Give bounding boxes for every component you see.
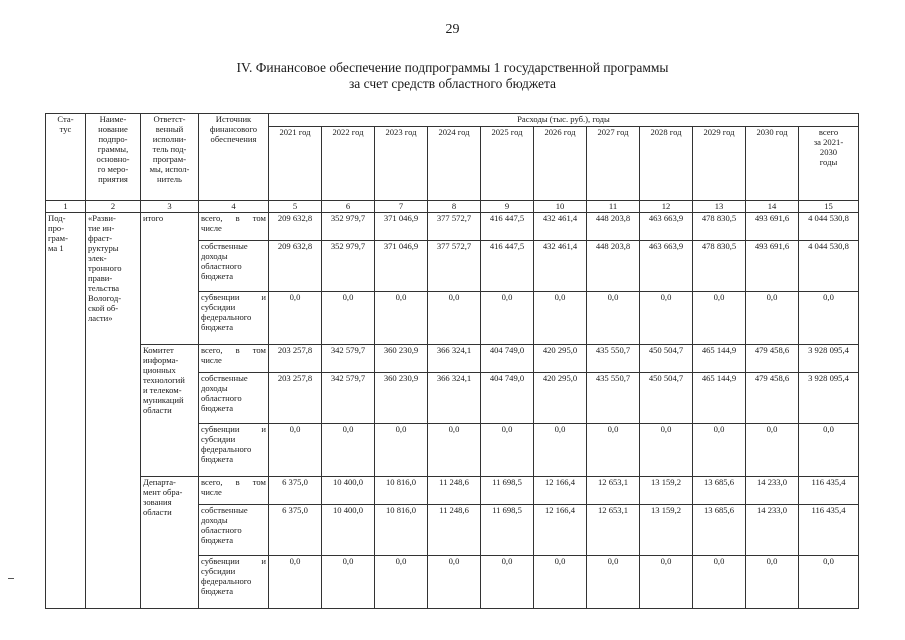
value-cell: 10 400,0: [322, 477, 375, 505]
header-year: 2021 год: [269, 127, 322, 201]
value-cell: 0,0: [746, 424, 799, 477]
column-number: 8: [428, 201, 481, 213]
value-cell: 493 691,6: [746, 213, 799, 241]
column-number: 13: [693, 201, 746, 213]
value-cell: 11 698,5: [481, 505, 534, 556]
column-number: 2: [86, 201, 141, 213]
column-number: 4: [199, 201, 269, 213]
value-cell: 4 044 530,8: [799, 241, 859, 292]
value-cell: 3 928 095,4: [799, 345, 859, 373]
value-cell: 0,0: [587, 292, 640, 345]
value-cell: 404 749,0: [481, 345, 534, 373]
value-cell: 3 928 095,4: [799, 373, 859, 424]
value-cell: 366 324,1: [428, 373, 481, 424]
source-cell: субвенции и субсидии федерального бюджета: [199, 424, 269, 477]
column-number: 10: [534, 201, 587, 213]
value-cell: 0,0: [322, 556, 375, 609]
value-cell: 432 461,4: [534, 213, 587, 241]
value-cell: 0,0: [322, 292, 375, 345]
header-responsible: [141, 114, 199, 201]
responsible-cell: Департа- мент обра- зования области: [141, 477, 199, 609]
status-cell: Под- про- грам- ма 1: [46, 213, 86, 609]
value-cell: 0,0: [375, 556, 428, 609]
value-cell: 209 632,8: [269, 213, 322, 241]
value-cell: 0,0: [428, 424, 481, 477]
header-year: 2030 год: [746, 127, 799, 201]
value-cell: 0,0: [269, 556, 322, 609]
column-number: 1: [46, 201, 86, 213]
margin-mark: [8, 578, 14, 579]
source-cell: собственные доходы областного бюджета: [199, 505, 269, 556]
value-cell: 0,0: [746, 556, 799, 609]
column-number: 3: [141, 201, 199, 213]
header-year: 2026 год: [534, 127, 587, 201]
value-cell: 0,0: [481, 292, 534, 345]
value-cell: 12 653,1: [587, 477, 640, 505]
value-cell: 0,0: [481, 424, 534, 477]
header-status: [46, 114, 86, 201]
value-cell: 14 233,0: [746, 477, 799, 505]
financing-table: [45, 113, 859, 609]
value-cell: 420 295,0: [534, 345, 587, 373]
value-cell: 0,0: [640, 292, 693, 345]
value-cell: 416 447,5: [481, 241, 534, 292]
column-number: 15: [799, 201, 859, 213]
page-number: 29: [445, 22, 460, 37]
source-cell: собственные доходы областного бюджета: [199, 241, 269, 292]
value-cell: 116 435,4: [799, 505, 859, 556]
value-cell: 13 159,2: [640, 505, 693, 556]
value-cell: 11 248,6: [428, 505, 481, 556]
column-number: 9: [481, 201, 534, 213]
header-source-text: Источник финансового обеспечения: [209, 114, 258, 144]
value-cell: 0,0: [322, 424, 375, 477]
value-cell: 352 979,7: [322, 213, 375, 241]
column-number: 14: [746, 201, 799, 213]
value-cell: 0,0: [640, 424, 693, 477]
value-cell: 12 653,1: [587, 505, 640, 556]
title-line-2: за счет средств областного бюджета: [348, 76, 557, 91]
value-cell: 479 458,6: [746, 373, 799, 424]
value-cell: 12 166,4: [534, 505, 587, 556]
header-year: всего за 2021- 2030 годы: [799, 127, 859, 201]
value-cell: 6 375,0: [269, 505, 322, 556]
table-row: [46, 213, 859, 241]
value-cell: 448 203,8: [587, 213, 640, 241]
value-cell: 13 159,2: [640, 477, 693, 505]
value-cell: 478 830,5: [693, 213, 746, 241]
header-status-text: Ста- тус: [57, 114, 74, 134]
value-cell: 342 579,7: [322, 345, 375, 373]
value-cell: 11 248,6: [428, 477, 481, 505]
header-expenses: Расходы (тыс. руб.), годы: [269, 114, 859, 127]
value-cell: 478 830,5: [693, 241, 746, 292]
value-cell: 463 663,9: [640, 213, 693, 241]
header-name: [86, 114, 141, 201]
value-cell: 11 698,5: [481, 477, 534, 505]
value-cell: 479 458,6: [746, 345, 799, 373]
header-responsible-text: Ответст- венный исполни- тель под- програм- мы, испол- нитель: [149, 114, 190, 184]
value-cell: 0,0: [428, 292, 481, 345]
value-cell: 465 144,9: [693, 373, 746, 424]
value-cell: 0,0: [799, 424, 859, 477]
value-cell: 0,0: [481, 556, 534, 609]
value-cell: 14 233,0: [746, 505, 799, 556]
value-cell: 4 044 530,8: [799, 213, 859, 241]
value-cell: 450 504,7: [640, 373, 693, 424]
header-year: 2028 год: [640, 127, 693, 201]
header-year: 2025 год: [481, 127, 534, 201]
value-cell: 0,0: [799, 292, 859, 345]
source-cell: субвенции и субсидии федерального бюджета: [199, 556, 269, 609]
column-number: 6: [322, 201, 375, 213]
header-name-text: Наиме- нование подпро- граммы, основно- го меро- приятия: [96, 114, 130, 184]
value-cell: 0,0: [746, 292, 799, 345]
value-cell: 0,0: [428, 556, 481, 609]
value-cell: 0,0: [534, 424, 587, 477]
responsible-cell: Комитет информа- ционных технологий и телеком- муникаций области: [141, 345, 199, 477]
program-name-cell: «Разви- тие ин- фраст- руктуры элек- тронного прави- тельства Вологод- ской об- ласти»: [86, 213, 141, 609]
value-cell: 352 979,7: [322, 241, 375, 292]
value-cell: 0,0: [640, 556, 693, 609]
value-cell: 10 816,0: [375, 505, 428, 556]
value-cell: 432 461,4: [534, 241, 587, 292]
source-cell: всего, в том числе: [199, 213, 269, 241]
column-number: 12: [640, 201, 693, 213]
column-number: 11: [587, 201, 640, 213]
value-cell: 342 579,7: [322, 373, 375, 424]
header-year: 2027 год: [587, 127, 640, 201]
value-cell: 377 572,7: [428, 241, 481, 292]
table-row: [46, 477, 859, 505]
value-cell: 371 046,9: [375, 213, 428, 241]
source-cell: всего, в том числе: [199, 477, 269, 505]
title-line-1: IV. Финансовое обеспечение подпрограммы 1 государственной программы: [236, 60, 669, 75]
source-cell: субвенции и субсидии федерального бюджета: [199, 292, 269, 345]
value-cell: 12 166,4: [534, 477, 587, 505]
value-cell: 13 685,6: [693, 477, 746, 505]
value-cell: 0,0: [269, 292, 322, 345]
header-year: 2024 год: [428, 127, 481, 201]
section-title: [150, 60, 755, 92]
value-cell: 0,0: [534, 556, 587, 609]
value-cell: 404 749,0: [481, 373, 534, 424]
value-cell: 0,0: [587, 556, 640, 609]
value-cell: 463 663,9: [640, 241, 693, 292]
header-year: 2022 год: [322, 127, 375, 201]
value-cell: 10 816,0: [375, 477, 428, 505]
value-cell: 371 046,9: [375, 241, 428, 292]
value-cell: 203 257,8: [269, 345, 322, 373]
value-cell: 6 375,0: [269, 477, 322, 505]
value-cell: 493 691,6: [746, 241, 799, 292]
value-cell: 377 572,7: [428, 213, 481, 241]
header-source: [199, 114, 269, 201]
value-cell: 448 203,8: [587, 241, 640, 292]
value-cell: 0,0: [587, 424, 640, 477]
value-cell: 13 685,6: [693, 505, 746, 556]
value-cell: 360 230,9: [375, 373, 428, 424]
source-cell: собственные доходы областного бюджета: [199, 373, 269, 424]
value-cell: 435 550,7: [587, 373, 640, 424]
value-cell: 203 257,8: [269, 373, 322, 424]
value-cell: 0,0: [375, 424, 428, 477]
column-number: 5: [269, 201, 322, 213]
table-row: [46, 345, 859, 373]
value-cell: 0,0: [375, 292, 428, 345]
value-cell: 366 324,1: [428, 345, 481, 373]
value-cell: 360 230,9: [375, 345, 428, 373]
value-cell: 450 504,7: [640, 345, 693, 373]
value-cell: 0,0: [534, 292, 587, 345]
value-cell: 465 144,9: [693, 345, 746, 373]
value-cell: 209 632,8: [269, 241, 322, 292]
source-cell: всего, в том числе: [199, 345, 269, 373]
value-cell: 0,0: [693, 424, 746, 477]
header-year: 2023 год: [375, 127, 428, 201]
value-cell: 416 447,5: [481, 213, 534, 241]
value-cell: 420 295,0: [534, 373, 587, 424]
value-cell: 435 550,7: [587, 345, 640, 373]
header-year: 2029 год: [693, 127, 746, 201]
responsible-cell: итого: [141, 213, 199, 345]
value-cell: 0,0: [693, 556, 746, 609]
value-cell: 0,0: [799, 556, 859, 609]
value-cell: 10 400,0: [322, 505, 375, 556]
value-cell: 0,0: [269, 424, 322, 477]
value-cell: 0,0: [693, 292, 746, 345]
value-cell: 116 435,4: [799, 477, 859, 505]
column-number: 7: [375, 201, 428, 213]
